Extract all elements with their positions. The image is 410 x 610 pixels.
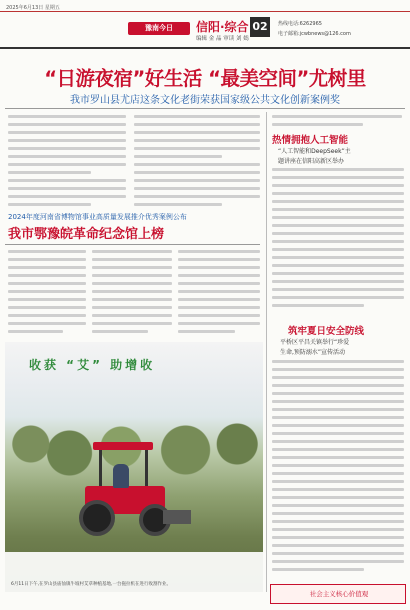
footer-banner: [270, 584, 406, 604]
tractor-pole: [99, 450, 102, 490]
tractor-rear-wheel: [79, 500, 115, 536]
top-rule: [0, 11, 410, 12]
tractor-driver: [113, 464, 129, 488]
date-line: 2025年6月13日 星期五: [6, 5, 60, 11]
lead-body-column-1: [8, 115, 126, 207]
tractor-canopy: [93, 442, 153, 450]
sidebar-2-body: [272, 360, 404, 578]
second-body-column-1: [8, 250, 86, 338]
news-photo: [5, 342, 263, 592]
sidebar-2-subtitle: 平桥区平昌关镇举行“珍爱: [280, 339, 350, 346]
tractor-illustration: [75, 442, 195, 552]
photo-overlay-title: 收获 “艾” 助增收: [29, 358, 156, 372]
contact-email: 电子邮箱:jcwbnews@126.com: [278, 31, 351, 37]
column-divider: [266, 112, 267, 592]
subtitle-rule: [5, 108, 405, 109]
photo-caption: 6月11日下午,在罗山县庙仙镇牛坡村艾草种植基地,一台拖拉机在进行收割作业。: [11, 582, 171, 587]
section-title: 信阳·综合: [196, 20, 249, 34]
footer-banner-text: 社会主义核心价值观: [309, 590, 369, 598]
sidebar-2-subtitle: 生命,预防溺水”宣传活动: [280, 349, 346, 356]
lead-body-column-2: [134, 115, 260, 207]
sidebar-1-subtitle: “人工智能和DeepSeek”主: [278, 148, 351, 155]
second-body-column-2: [92, 250, 172, 338]
second-story-rule: [5, 244, 260, 245]
page-number: 02: [250, 17, 270, 37]
sidebar-1-body: [272, 168, 404, 318]
sidebar-1-title: 热情拥抱人工智能: [272, 135, 349, 146]
second-story-headline: 我市鄂豫皖革命纪念馆上榜: [8, 227, 165, 242]
second-body-column-3: [178, 250, 260, 338]
tractor-pole: [145, 450, 148, 490]
lead-body-column-3: [272, 115, 402, 128]
contact-phone: 热线电话:6262965: [278, 21, 322, 27]
sidebar-1-subtitle: 题讲座在信阳高新区举办: [278, 158, 345, 165]
sidebar-2-title: 筑牢夏日安全防线: [288, 326, 365, 337]
editor-line: 编辑 金 晶 审读 刘 嫣: [196, 36, 249, 42]
lead-headline: “日游夜宿”好生活 “最美空间”尤树里: [44, 67, 366, 90]
masthead-rule: [0, 47, 410, 49]
newspaper-logo: 豫南今日: [128, 22, 190, 35]
lead-subtitle: 我市罗山县尤店这条文化老街荣获国家级公共文化创新案例奖: [70, 95, 340, 106]
second-story-kicker: 2024年度河南省博物馆事业高质量发展推介优秀案例公布: [8, 213, 187, 221]
tractor-attachment: [163, 510, 191, 524]
